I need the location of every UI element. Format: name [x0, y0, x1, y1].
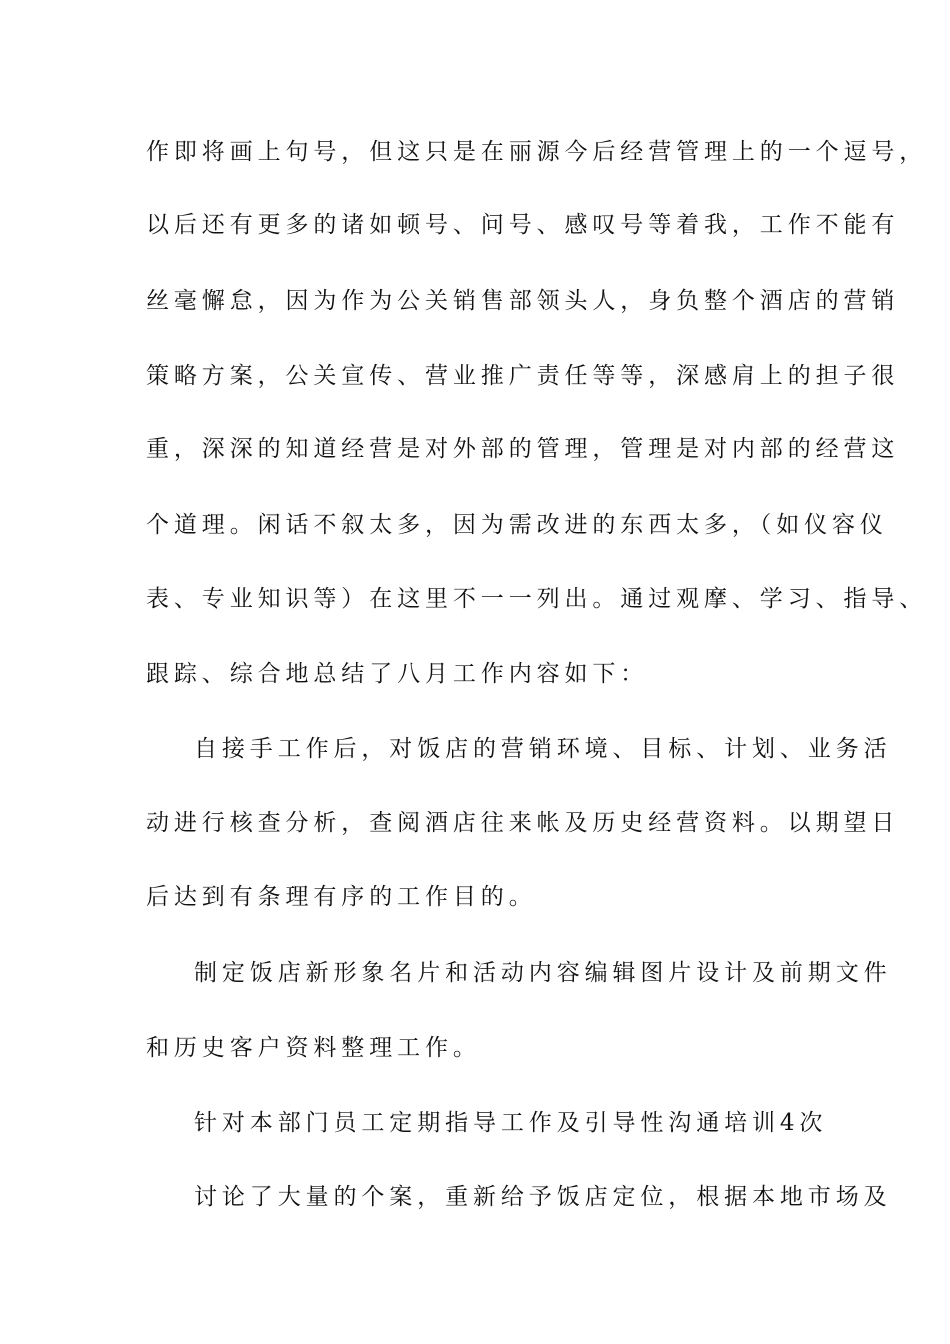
paragraph-start-line: 制定饭店新形象名片和活动内容编辑图片设计及前期文件 [194, 960, 892, 986]
text-line: 丝毫懈怠，因为作为公关销售部领头人，身负整个酒店的营销 [146, 288, 900, 314]
paragraph-start-line: 针对本部门员工定期指导工作及引导性沟通培训4次 [194, 1110, 828, 1136]
text-line: 个道理。闲话不叙太多，因为需改进的东西太多，（如仪容仪 [146, 512, 888, 538]
text-line: 和历史客户资料整理工作。 [146, 1035, 481, 1061]
text-line: 跟踪、综合地总结了八月工作内容如下： [146, 661, 649, 687]
text-line: 作即将画上句号，但这只是在丽源今后经营管理上的一个逗号， [146, 139, 928, 165]
paragraph-start-line: 自接手工作后，对饭店的营销环境、目标、计划、业务活 [194, 736, 892, 762]
text-line: 策略方案，公关宣传、营业推广责任等等，深感肩上的担子很 [146, 363, 900, 389]
paragraph-start-line: 讨论了大量的个案，重新给予饭店定位，根据本地市场及 [194, 1184, 892, 1210]
text-line: 后达到有条理有序的工作目的。 [146, 884, 537, 910]
text-line: 重，深深的知道经营是对外部的管理，管理是对内部的经营这 [146, 436, 900, 462]
text-line: 表、专业知识等）在这里不一一列出。通过观摩、学习、指导、 [146, 586, 928, 612]
text-line: 动进行核查分析，查阅酒店往来帐及历史经营资料。以期望日 [146, 810, 900, 836]
text-line: 以后还有更多的诸如顿号、问号、感叹号等着我，工作不能有 [146, 212, 900, 238]
